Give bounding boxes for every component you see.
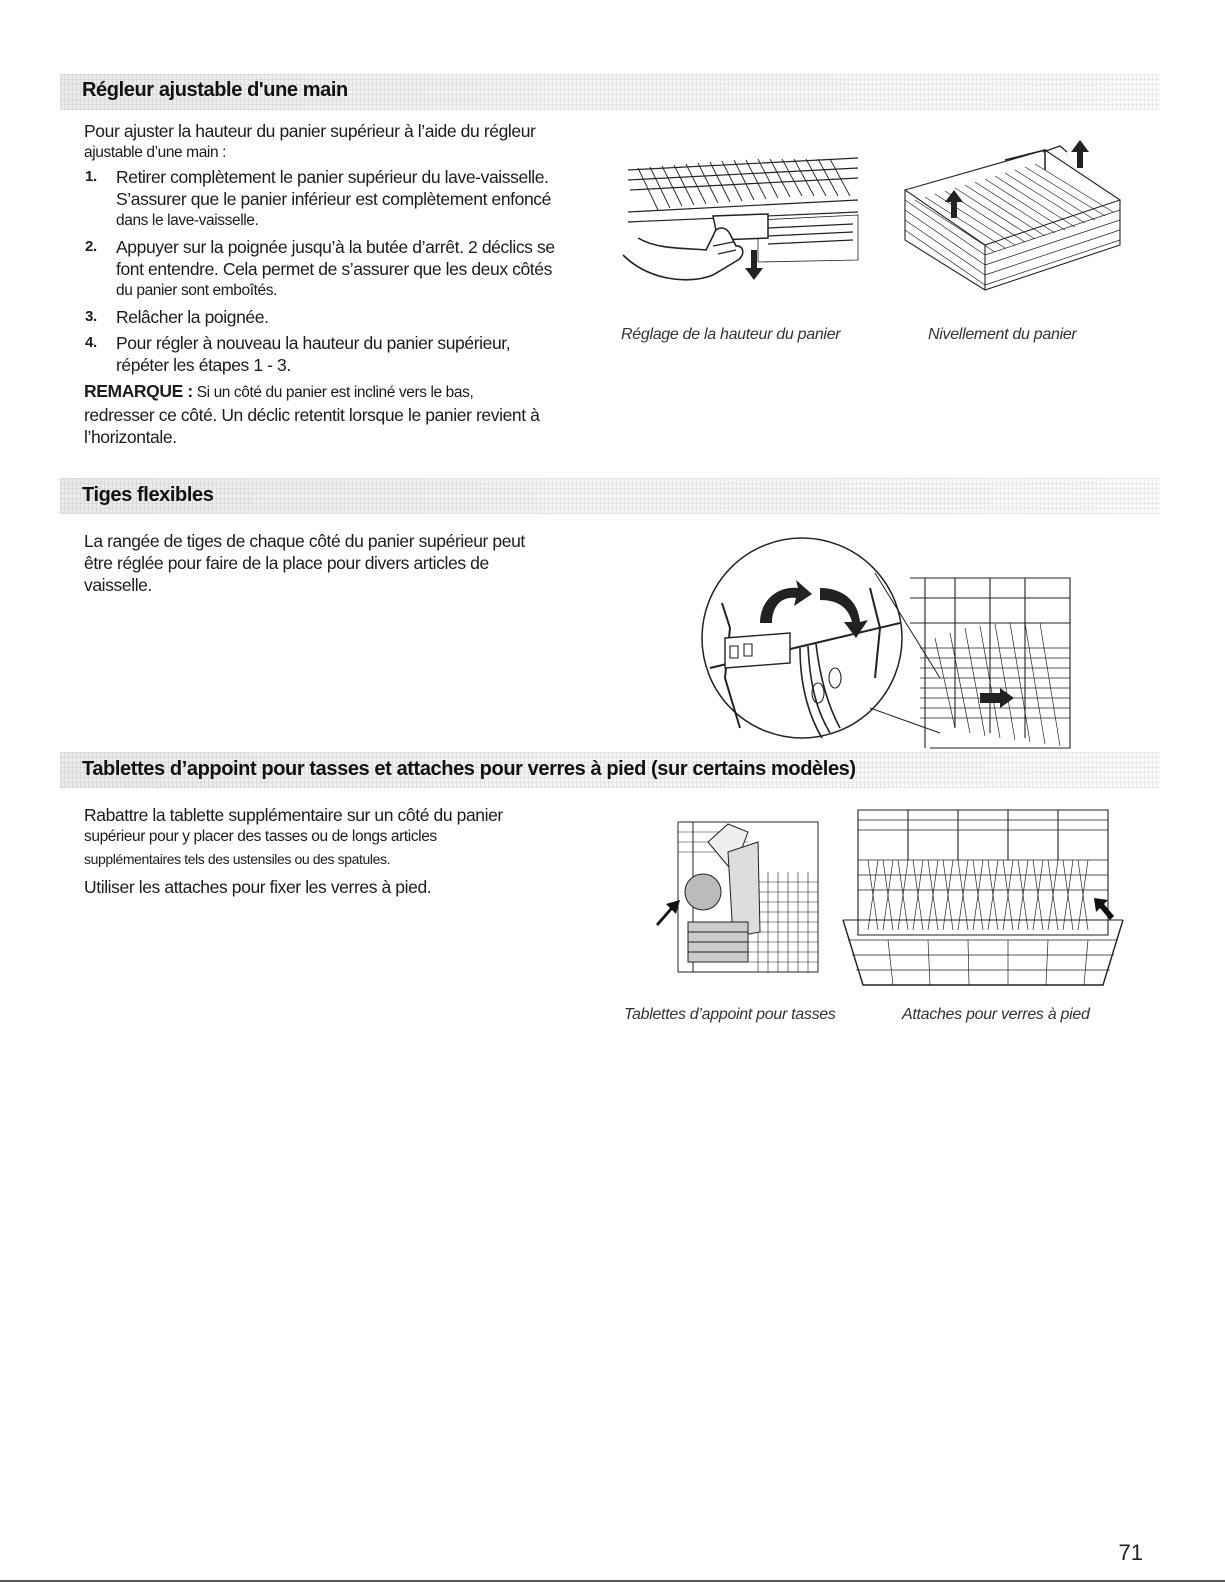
step-line: Pour régler à nouveau la hauteur du panier supérieur, — [116, 333, 511, 353]
step-line: dans le lave-vaisselle. — [116, 212, 259, 229]
basket-height-adjust-illustration — [618, 150, 868, 290]
step-item — [84, 166, 604, 232]
caption-cup-shelves: Tablettes d’appoint pour tasses — [624, 1006, 836, 1023]
step-item — [84, 332, 604, 376]
tablettes-line-4: Utiliser les attaches pour fixer les verres à pied. — [84, 877, 432, 897]
step-number: 2. — [85, 238, 97, 255]
section-title-tablettes: Tablettes d’appoint pour tasses et attaches pour verres à pied (sur certains modèles) — [82, 758, 856, 780]
stemware-holders-illustration — [838, 800, 1128, 1002]
basket-leveling-illustration — [895, 140, 1127, 300]
section1-body — [84, 120, 604, 448]
section2-body — [84, 530, 604, 596]
note-label: REMARQUE : — [84, 381, 193, 401]
section3-body — [84, 804, 604, 898]
step-line: Retirer complètement le panier supérieur du lave-vaisselle. — [116, 167, 549, 187]
flexible-tines-illustration — [700, 528, 1085, 763]
section-title-regleur: Régleur ajustable d'une main — [82, 79, 348, 101]
section-header-band — [60, 752, 1160, 788]
page-number: 71 — [1118, 1540, 1143, 1565]
caption-basket-leveling: Nivellement du panier — [928, 326, 1077, 343]
step-line: du panier sont emboîtés. — [116, 282, 278, 299]
step-line: répéter les étapes 1 - 3. — [116, 355, 291, 375]
step-item — [84, 236, 604, 302]
section-header-band — [60, 74, 1160, 110]
caption-stemware-holders: Attaches pour verres à pied — [902, 1006, 1090, 1023]
cup-shelf-illustration — [648, 812, 823, 980]
step-number: 1. — [85, 168, 97, 185]
tiges-line-1: La rangée de tiges de chaque côté du panier supérieur peut — [84, 531, 525, 551]
section-header-band — [60, 478, 1160, 514]
note-text: Si un côté du panier est incliné vers le bas, — [192, 384, 474, 401]
bottom-rule — [0, 1580, 1225, 1582]
tiges-line-3: vaisselle. — [84, 575, 152, 595]
caption-basket-height: Réglage de la hauteur du panier — [621, 326, 841, 343]
step-line: Relâcher la poignée. — [116, 307, 269, 327]
step-item — [84, 306, 604, 328]
step-number: 3. — [85, 308, 97, 325]
step-line: font entendre. Cela permet de s’assurer que les deux côtés — [116, 259, 552, 279]
step-line: Appuyer sur la poignée jusqu’à la butée d’arrêt. 2 déclics se — [116, 237, 555, 257]
intro-line-2: ajustable d’une main : — [84, 144, 226, 161]
step-line: S’assurer que le panier inférieur est complètement enfoncé — [116, 189, 551, 209]
note-line-3: l’horizontale. — [84, 427, 177, 447]
tablettes-line-1: Rabattre la tablette supplémentaire sur un côté du panier — [84, 805, 503, 825]
intro-line-1: Pour ajuster la hauteur du panier supérieur à l’aide du régleur — [84, 121, 536, 141]
tablettes-line-3: supplémentaires tels des ustensiles ou des spatules. — [84, 851, 391, 867]
tiges-line-2: être réglée pour faire de la place pour divers articles de — [84, 553, 489, 573]
step-number: 4. — [85, 334, 97, 351]
section-title-tiges: Tiges flexibles — [82, 484, 214, 506]
tablettes-line-2: supérieur pour y placer des tasses ou de longs articles — [84, 828, 437, 845]
note-line-1 — [84, 380, 604, 404]
steps-list — [84, 166, 604, 376]
note-line-2: redresser ce côté. Un déclic retentit lorsque le panier revient à — [84, 405, 540, 425]
